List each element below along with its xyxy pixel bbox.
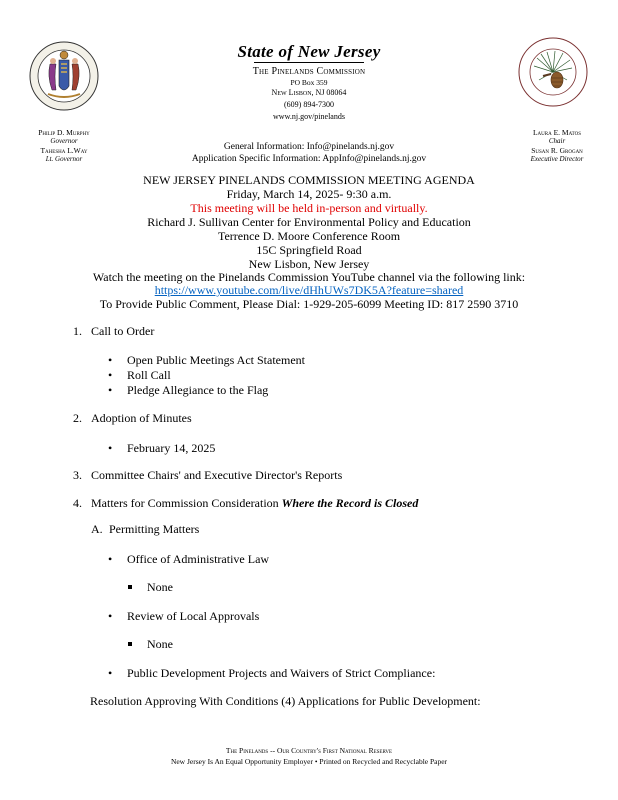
bullet-icon: • xyxy=(313,757,320,766)
youtube-link[interactable]: https://www.youtube.com/live/dHhUWs7DK5A?feature=shared xyxy=(154,283,464,297)
square-bullet-icon xyxy=(128,642,132,646)
general-info-email: General Information: Info@pinelands.nj.gov xyxy=(223,142,395,152)
subitem-letter: A. xyxy=(91,522,103,536)
venue-name: Richard J. Sullivan Center for Environmental Policy and Education xyxy=(147,215,471,229)
chair-title: Chair xyxy=(548,137,566,145)
phone-number: (609) 894-7300 xyxy=(284,100,334,109)
title-divider xyxy=(254,62,364,63)
item-number: 1. xyxy=(73,324,82,338)
meeting-date-time: Friday, March 14, 2025- 9:30 a.m. xyxy=(226,187,392,201)
governor-name: Philip D. Murphy xyxy=(38,128,90,137)
executive-director-name: Susan R. Grogan xyxy=(531,146,583,155)
square-bullet-icon xyxy=(128,585,132,589)
footer-employer-line: New Jersey Is An Equal Opportunity Employer • Printed on Recycled and Recyclable Paper xyxy=(170,757,448,766)
website[interactable]: www.nj.gov/pinelands xyxy=(273,112,345,121)
bullet-icon: • xyxy=(108,441,113,455)
agenda-title: NEW JERSEY PINELANDS COMMISSION MEETING AGENDA xyxy=(143,173,475,187)
street-address: 15C Springfield Road xyxy=(256,243,362,257)
public-comment-dial-in: To Provide Public Comment, Please Dial: 1-929-205-6099 Meeting ID: 817 2590 3710 xyxy=(99,297,519,311)
application-info-email: Application Specific Information: AppInfo@pinelands.nj.gov xyxy=(191,154,427,164)
po-box: PO Box 359 xyxy=(290,78,328,87)
record-closed-emphasis: Where the Record is Closed xyxy=(281,496,419,510)
bullet-icon: • xyxy=(108,383,113,397)
resolution-heading: Resolution Approving With Conditions (4) Applications for Public Development: xyxy=(90,694,481,708)
item-number: 3. xyxy=(73,468,82,482)
lt-governor-title: Lt. Governor xyxy=(45,155,83,163)
meeting-format-notice: This meeting will be held in-person and virtually. xyxy=(190,201,428,215)
state-title: State of New Jersey xyxy=(237,42,381,61)
conference-room: Terrence D. Moore Conference Room xyxy=(217,229,401,243)
item-label: Committee Chairs' and Executive Director's Reports xyxy=(91,468,343,482)
governor-title: Governor xyxy=(50,137,78,145)
subitem-label: Permitting Matters xyxy=(109,522,200,536)
bullet-icon: • xyxy=(108,609,113,623)
footer-motto: The Pinelands -- Our Country's First National Reserve xyxy=(225,746,393,755)
lt-governor-name: Tahesha L.Way xyxy=(40,146,88,155)
item-label: Adoption of Minutes xyxy=(91,411,192,425)
bullet-icon: • xyxy=(108,353,113,367)
city-address: New Lisbon, NJ 08064 xyxy=(271,88,347,97)
bullet-icon: • xyxy=(108,552,113,566)
watch-instructions: Watch the meeting on the Pinelands Commission YouTube channel via the following link: xyxy=(92,270,526,284)
executive-director-title: Executive Director xyxy=(530,155,584,163)
bullet-icon: • xyxy=(108,368,113,382)
agency-name: The Pinelands Commission xyxy=(252,66,366,77)
item-number: 4. xyxy=(73,496,82,510)
item-label: Call to Order xyxy=(91,324,155,338)
item-label: Matters for Commission Consideration Where the Record is Closed xyxy=(91,496,419,510)
item-number: 2. xyxy=(73,411,82,425)
city-state: New Lisbon, New Jersey xyxy=(248,257,370,271)
chair-name: Laura E. Matos xyxy=(532,128,582,137)
bullet-icon: • xyxy=(108,666,113,680)
